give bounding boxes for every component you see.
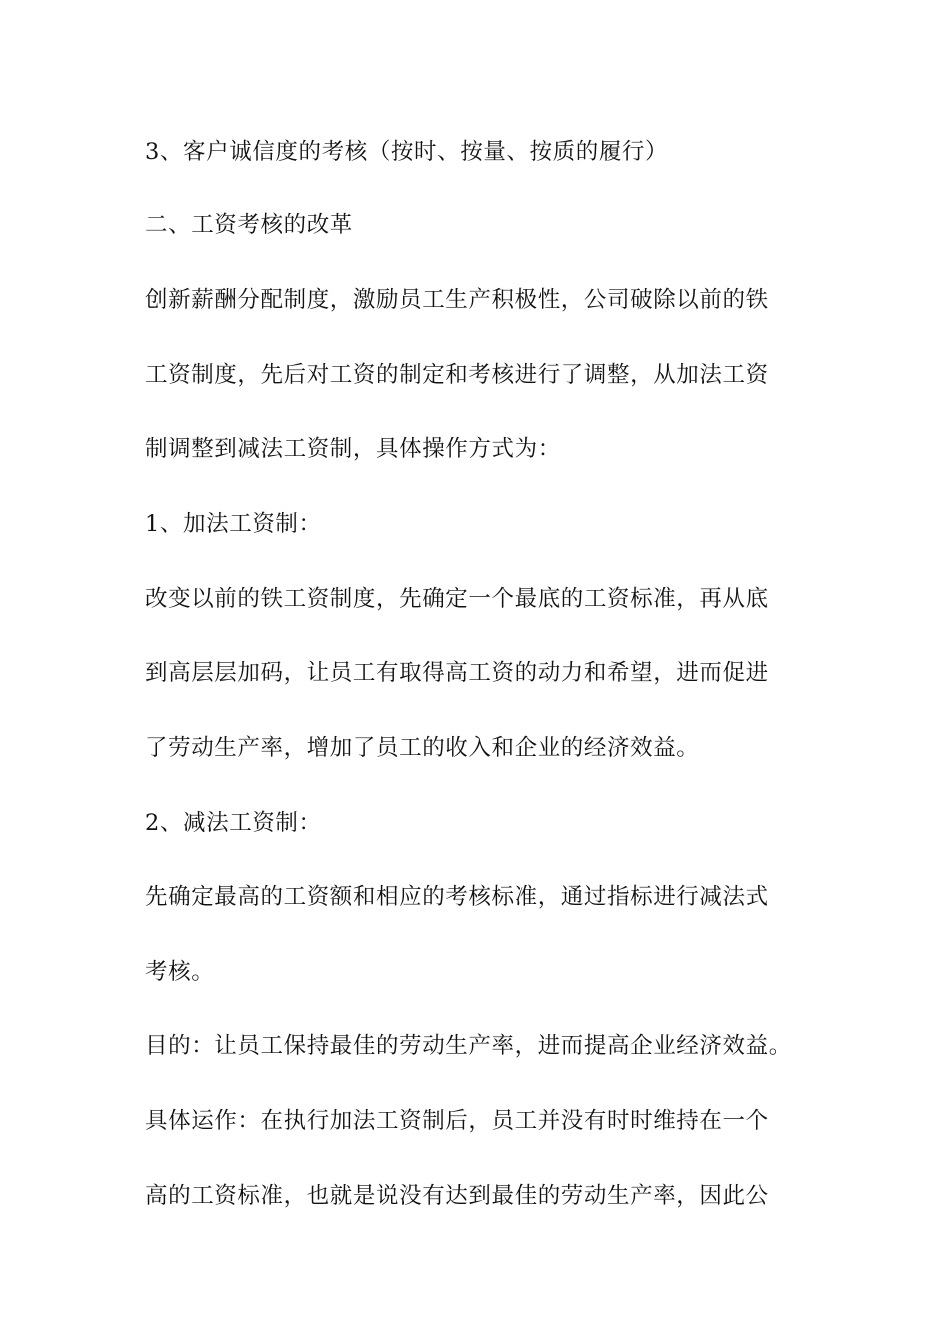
text-line: 工资制度，先后对工资的制定和考核进行了调整，从加法工资 (145, 362, 769, 388)
section-heading: 二、工资考核的改革 (145, 212, 353, 238)
text-line: 高的工资标准，也就是说没有达到最佳的劳动生产率，因此公 (145, 1183, 769, 1209)
subheading: 2、减法工资制： (145, 810, 322, 836)
text-line: 制调整到减法工资制，具体操作方式为： (145, 436, 561, 462)
text-line: 先确定最高的工资额和相应的考核标准，通过指标进行减法式 (145, 884, 769, 910)
text-line: 目的：让员工保持最佳的劳动生产率，进而提高企业经济效益。 (145, 1033, 792, 1059)
text-line: 到高层层加码，让员工有取得高工资的动力和希望，进而促进 (145, 660, 769, 686)
text-line: 考核。 (145, 959, 215, 985)
text-line: 创新薪酬分配制度，激励员工生产积极性，公司破除以前的铁 (145, 287, 769, 313)
text-line: 了劳动生产率，增加了员工的收入和企业的经济效益。 (145, 735, 700, 761)
text-line: 具体运作：在执行加法工资制后，员工并没有时时维持在一个 (145, 1108, 769, 1134)
text-line: 改变以前的铁工资制度，先确定一个最底的工资标准，再从底 (145, 586, 769, 612)
text-line: 3、客户诚信度的考核（按时、按量、按质的履行） (145, 139, 669, 165)
subheading: 1、加法工资制： (145, 511, 322, 537)
